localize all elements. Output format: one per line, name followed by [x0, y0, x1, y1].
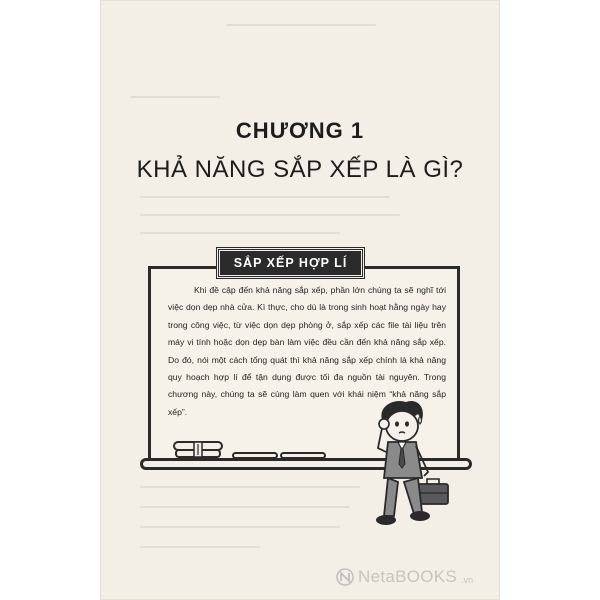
watermark-domain: .vn — [461, 575, 474, 585]
bleed-through-line — [130, 96, 220, 98]
netabooks-watermark — [336, 564, 473, 590]
netabooks-logo-icon — [336, 568, 354, 586]
bleed-through-line — [140, 526, 340, 528]
watermark-brand: NetaBOOKS — [358, 567, 458, 586]
section-body-text: Khi đề cập đến khả năng sắp xếp, phần lớn chúng ta sẽ nghĩ tới việc dọn dẹp nhà cửa. Kì thực, cho dù là trong sinh hoạt hằng ngày hay trong công việc, từ việc dọn dẹp phòng ở, sắp xếp các file tài liệu trên máy vi tính hoặc dọn dẹp bàn làm việc đều cần đến khả năng sắp xếp. Do đó, nói một cách tổng quát thì khả năng sắp xếp chính là khả năng quy hoạch hợp lí để tận dụng được tối đa nguồn tài nguyên. Trong chương này, chúng ta sẽ cùng làm quen với khái niệm “khả năng sắp xếp”. — [168, 285, 446, 417]
bleed-through-line — [140, 546, 260, 548]
chalk-eraser — [280, 452, 326, 459]
chapter-number: CHƯƠNG 1 — [235, 118, 365, 143]
section-title-badge: SẮP XẾP HỢP LÍ — [217, 248, 364, 278]
bleed-through-line — [140, 506, 350, 508]
rolled-scroll-icon — [172, 438, 224, 460]
bleed-through-line — [140, 486, 360, 488]
bleed-through-line — [140, 232, 340, 234]
chapter-title: KHẢ NĂNG SẮP XẾP LÀ GÌ? — [136, 156, 464, 183]
chalk-eraser — [232, 452, 278, 459]
bleed-through-line — [140, 214, 400, 216]
businessman-illustration — [364, 398, 454, 530]
book-page — [100, 0, 500, 600]
bleed-through-line — [140, 196, 390, 198]
bleed-through-line — [226, 24, 376, 26]
